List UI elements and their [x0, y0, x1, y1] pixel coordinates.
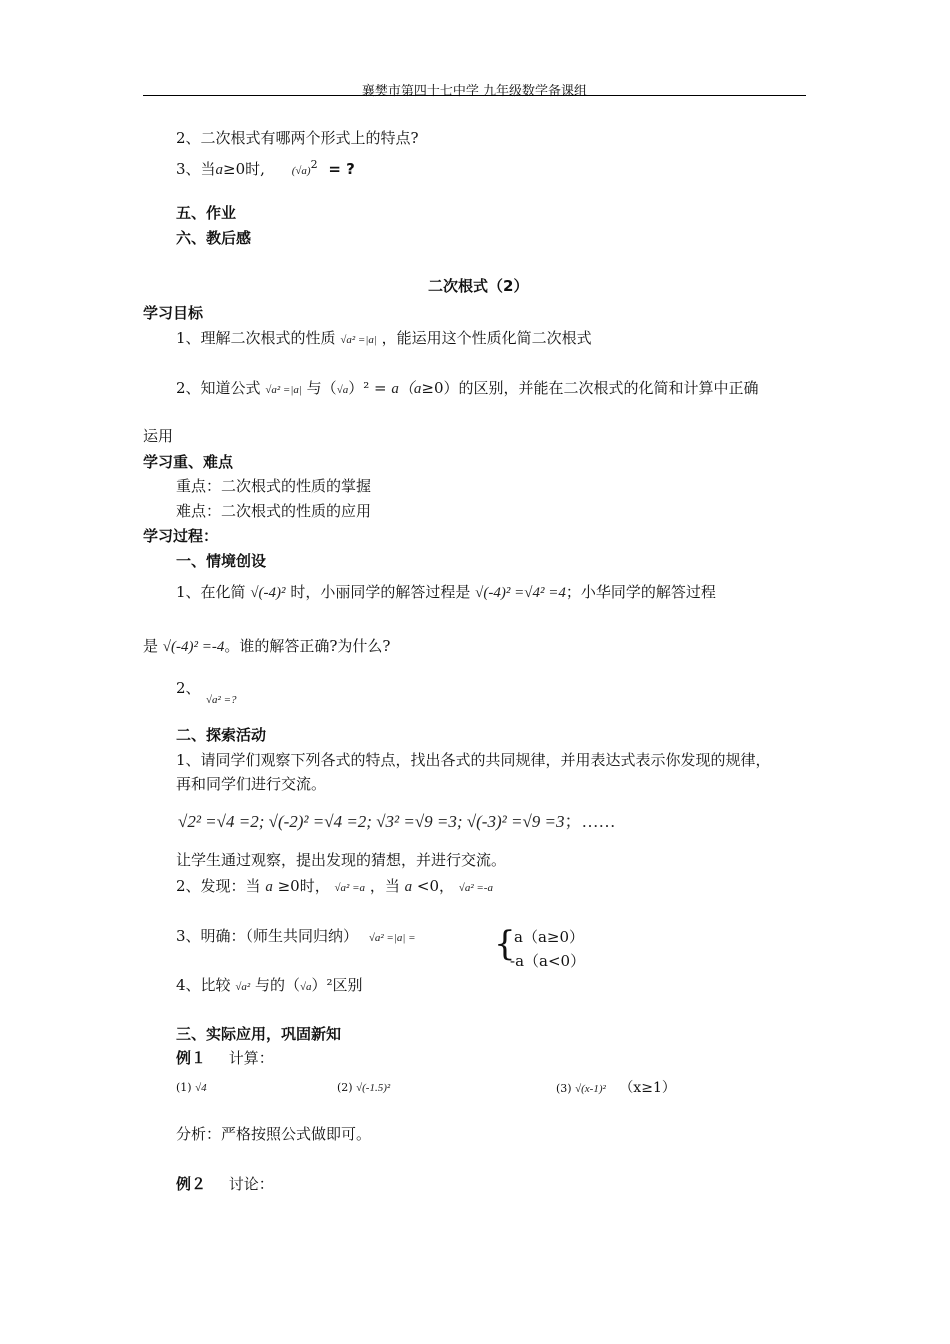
explore-line-3: 让学生通过观察，提出发现的猜想，并进行交流。 [176, 851, 507, 869]
formula-sqrt-a: √a² [235, 981, 251, 993]
process-heading: 学习过程： [143, 527, 219, 545]
lesson-title: 二次根式（2） [428, 277, 529, 295]
scenario-line-2: 是 √(-4)² =-4。谁的解答正确?为什么? [143, 637, 391, 655]
example-1-part-3: (3) √(x-1)² （x≥1） [556, 1080, 676, 1096]
section-scenario: 一、情境创设 [176, 552, 267, 570]
section-application: 三、实际应用，巩固新知 [176, 1025, 342, 1043]
explore-line-2: 再和同学们进行交流。 [176, 775, 327, 793]
scenario-question-2: 2、 [176, 679, 201, 697]
page-header: 襄樊市第四十七中学 九年级数学备课组 [361, 84, 588, 99]
case-negative: -a（a<0） [510, 952, 586, 970]
formula-abs: √a² =|a| [265, 384, 302, 396]
explore-finding: 2、发现：当 a ≥0时， √a² =a ，当 a <0， √a² =-a [176, 877, 493, 895]
formula-sqrt-a-sq-question: √a² =? [206, 694, 237, 706]
example-1-part-1: (1) √4 [176, 1081, 207, 1094]
explore-clarify: 3、明确：（师生共同归纳） √a² =|a| = [176, 927, 416, 945]
question-2: 2、二次根式有哪两个形式上的特点? [176, 129, 419, 147]
example-2: 例２ 讨论： [176, 1175, 274, 1193]
hard-point: 难点：二次根式的性质的应用 [176, 502, 372, 520]
case-brace: { [494, 924, 516, 964]
formula-case-positive: √a² =a [334, 882, 366, 894]
section-homework: 五、作业 [176, 204, 237, 222]
scenario-line-1: 1、在化简 √(-4)² 时，小丽同学的解答过程是 √(-4)² =√4² =4；小华同学的解答过程 [176, 583, 716, 601]
formula-sqrt-a: √a [299, 981, 312, 993]
goal-2: 2、知道公式 √a² =|a| 与（√a）² = a（a≥0）的区别，并能在二次根式的化简和计算中正确 [176, 379, 759, 397]
goal-1: 1、理解二次根式的性质 √a² =|a| ，能运用这个性质化简二次根式 [176, 329, 592, 347]
formula-abs-definition: √a² =|a| = [368, 932, 416, 944]
analysis: 分析：严格按照公式做即可。 [176, 1125, 372, 1143]
key-point: 重点：二次根式的性质的掌握 [176, 477, 372, 495]
header-rule [143, 95, 806, 96]
case-nonnegative: a（a≥0） [514, 928, 584, 946]
explore-formulas: √2² =√4 =2; √(-2)² =√4 =2; √3² =√9 =3; √(-3)² =√9 =3；…… [178, 812, 616, 831]
section-explore: 二、探索活动 [176, 726, 267, 744]
formula-xiaohua: √(-4)² =-4 [162, 639, 225, 655]
formula-sqrt-a-squared: (√a) [291, 165, 311, 177]
keypoints-heading: 学习重、难点 [143, 453, 234, 471]
section-reflection: 六、教后感 [176, 229, 252, 247]
goal-2-continued: 运用 [143, 427, 174, 445]
example-1: 例１ 计算： [176, 1049, 274, 1067]
formula-xiaoli: √(-4)² =√4² =4 [475, 585, 566, 601]
goals-heading: 学习目标 [143, 304, 204, 322]
explore-line-1: 1、请同学们观察下列各式的特点，找出各式的共同规律，并用表达式表示你发现的规律， [176, 751, 771, 769]
example-1-part-2: (2) √(-1.5)² [337, 1081, 391, 1094]
question-3: 3、当a≥0时, $(√a)^2$ = ? [176, 158, 355, 178]
formula-sqrt-a: √a [336, 384, 349, 396]
formula-abs: √a² =|a| [340, 334, 377, 346]
explore-compare: 4、比较 √a² 与的（√a）²区别 [176, 976, 363, 994]
formula-sqrt-neg4-sq: √(-4)² [250, 585, 286, 601]
formula-case-negative: √a² =-a [458, 882, 493, 894]
